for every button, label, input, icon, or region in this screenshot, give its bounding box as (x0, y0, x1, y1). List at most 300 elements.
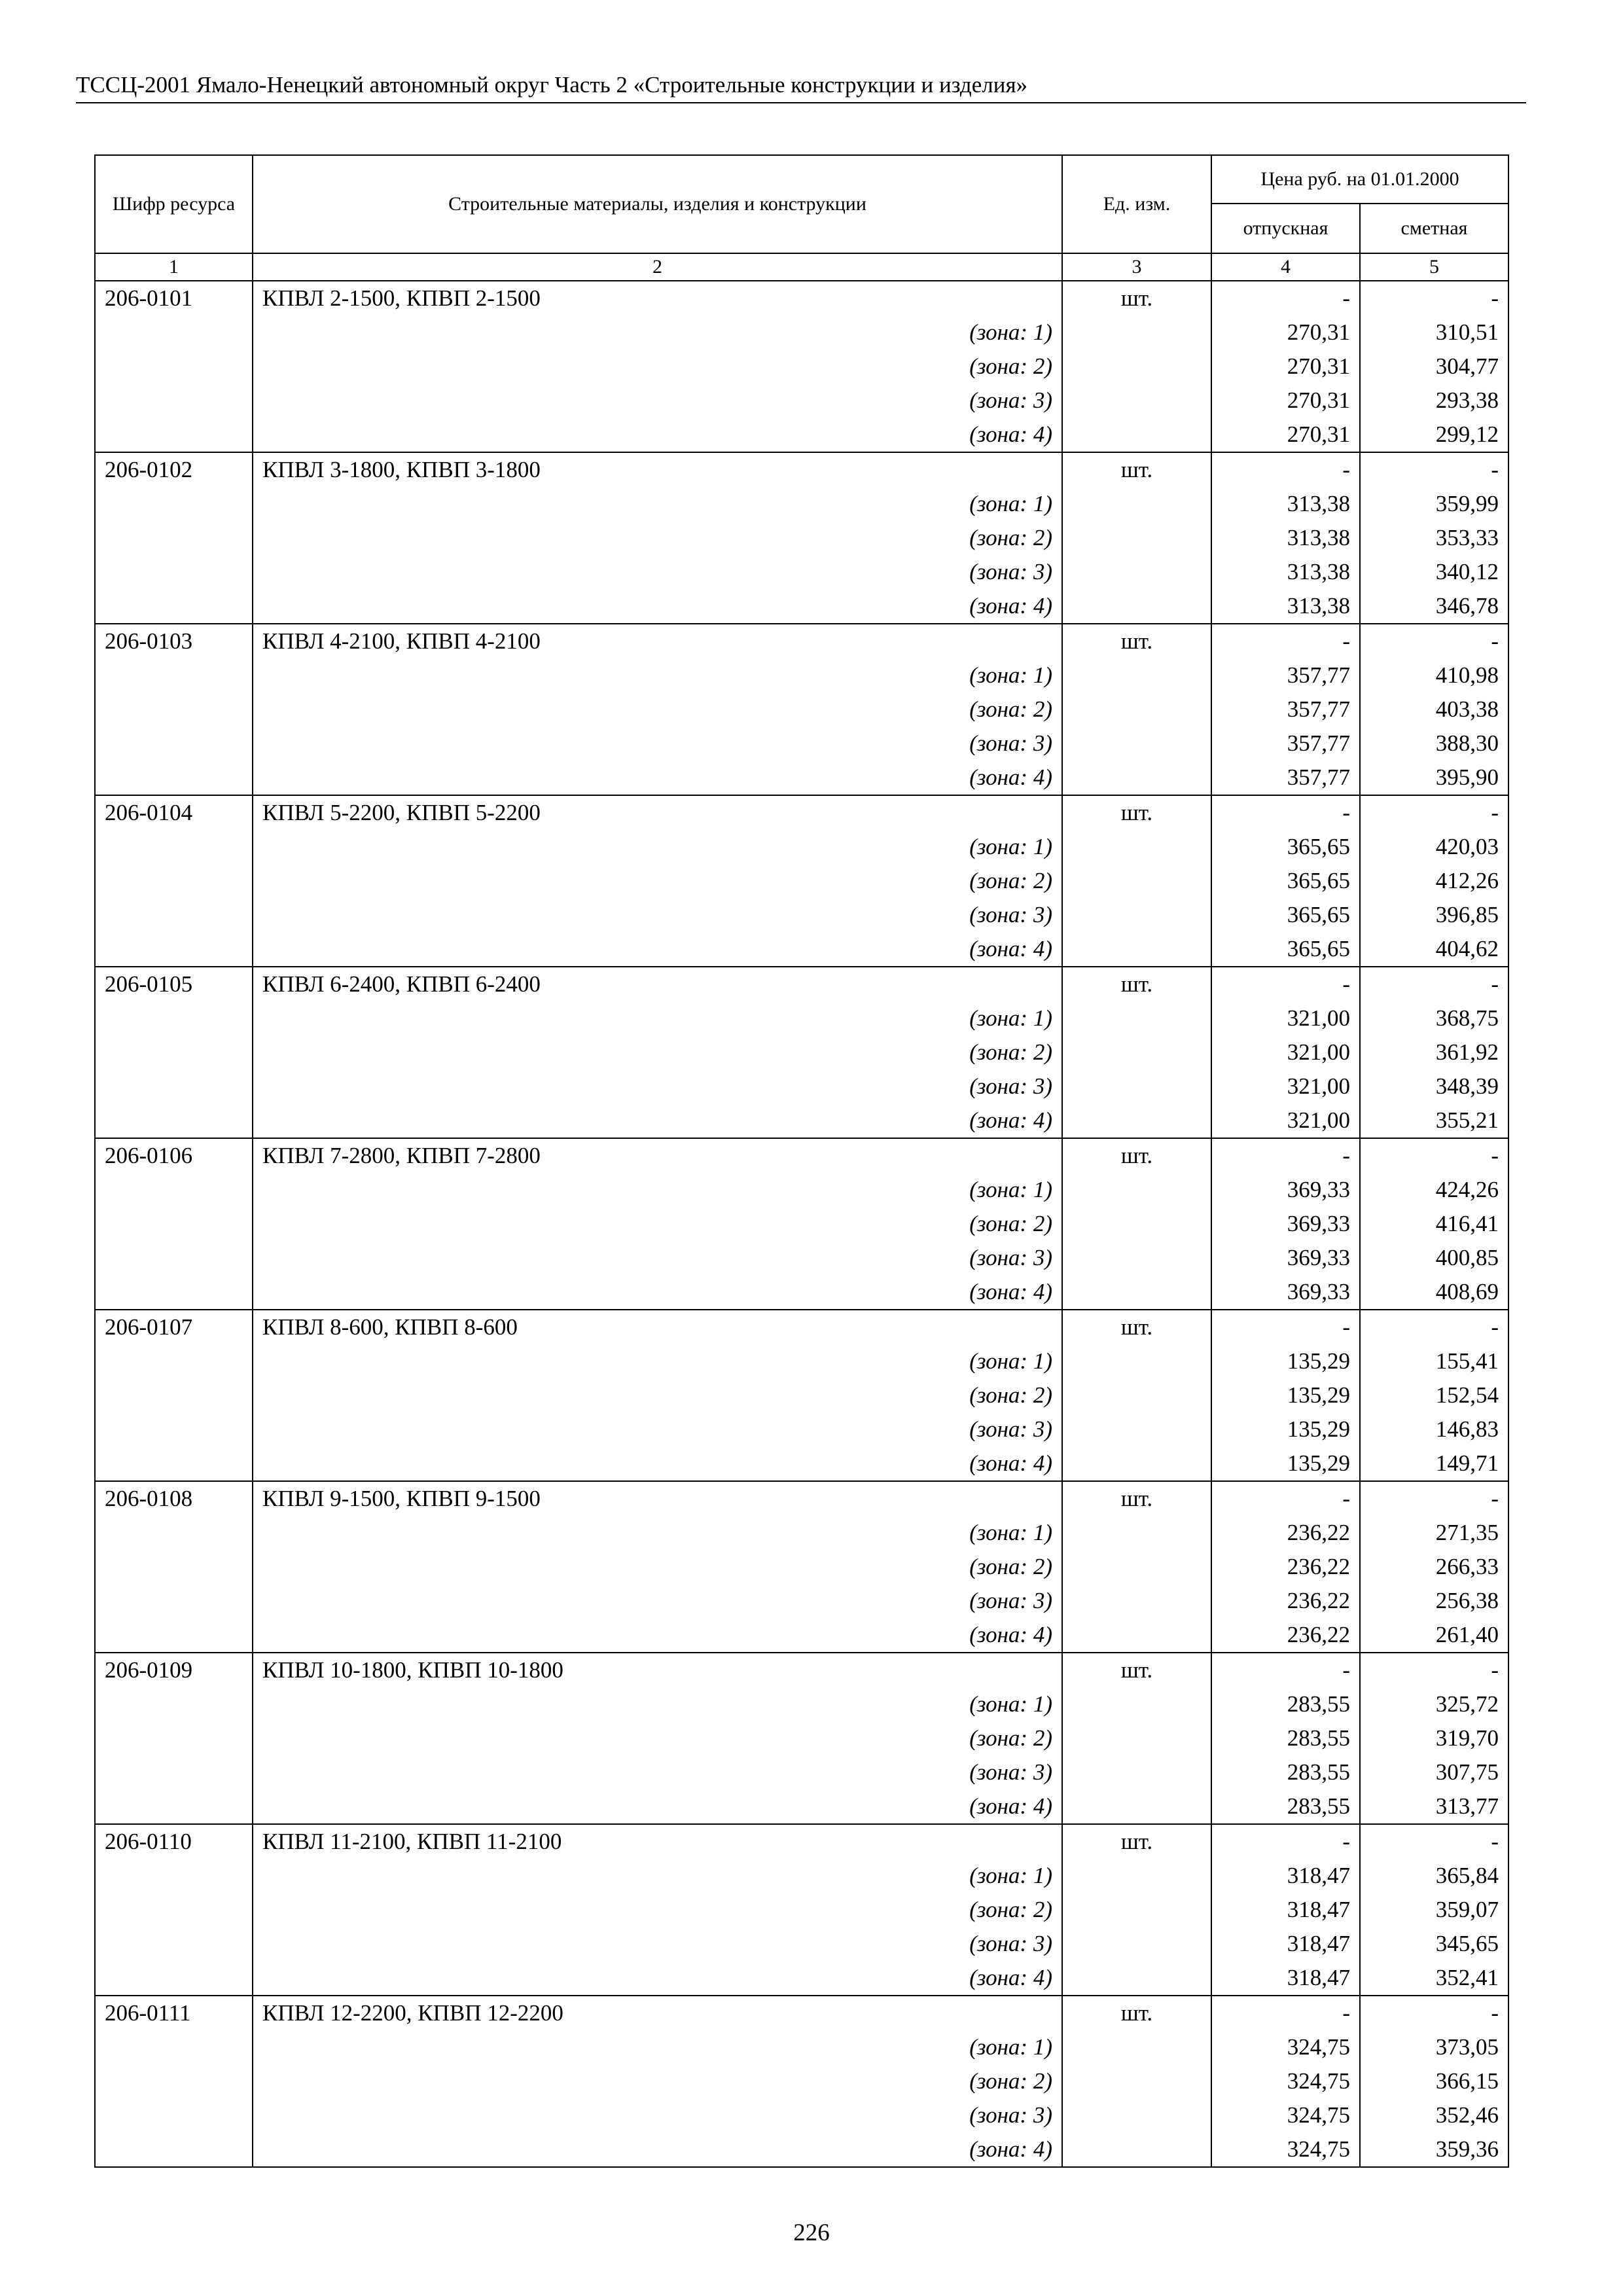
zone-release-price: 369,33 (1211, 1275, 1360, 1310)
zone-code-cell (95, 1961, 253, 1996)
zone-row (95, 1550, 1508, 1584)
resource-code: 206-0104 (95, 795, 253, 830)
zone-code-cell (95, 1275, 253, 1310)
zone-row (95, 1584, 1508, 1618)
zone-estimate-price: 352,46 (1360, 2098, 1508, 2132)
zone-release-price: 283,55 (1211, 1789, 1360, 1824)
column-header-unit: Ед. изм. (1062, 155, 1211, 253)
resource-code: 206-0110 (95, 1824, 253, 1859)
zone-code-cell (95, 830, 253, 864)
zone-estimate-price: 410,98 (1360, 658, 1508, 692)
estimate-price: - (1360, 1138, 1508, 1173)
zone-unit-cell (1062, 2098, 1211, 2132)
zone-release-price: 318,47 (1211, 1859, 1360, 1893)
resource-unit: шт. (1062, 281, 1211, 315)
zone-unit-cell (1062, 1721, 1211, 1755)
estimate-price: - (1360, 1310, 1508, 1344)
zone-release-price: 318,47 (1211, 1927, 1360, 1961)
estimate-price: - (1360, 967, 1508, 1001)
zone-release-price: 321,00 (1211, 1103, 1360, 1138)
resource-code: 206-0107 (95, 1310, 253, 1344)
zone-label: (зона: 1) (253, 1001, 1062, 1035)
zone-row (95, 2030, 1508, 2064)
resource-unit: шт. (1062, 1138, 1211, 1173)
zone-code-cell (95, 1789, 253, 1824)
zone-estimate-price: 152,54 (1360, 1378, 1508, 1412)
zone-label: (зона: 3) (253, 726, 1062, 761)
zone-code-cell (95, 2064, 253, 2098)
zone-row (95, 1687, 1508, 1721)
release-price: - (1211, 967, 1360, 1001)
zone-unit-cell (1062, 1927, 1211, 1961)
zone-label: (зона: 1) (253, 2030, 1062, 2064)
estimate-price: - (1360, 795, 1508, 830)
release-price: - (1211, 624, 1360, 658)
zone-estimate-price: 403,38 (1360, 692, 1508, 726)
zone-release-price: 321,00 (1211, 1035, 1360, 1069)
zone-label: (зона: 4) (253, 1789, 1062, 1824)
zone-label: (зона: 1) (253, 1687, 1062, 1721)
zone-label: (зона: 1) (253, 315, 1062, 350)
zone-label: (зона: 1) (253, 830, 1062, 864)
zone-release-price: 313,38 (1211, 521, 1360, 555)
zone-label: (зона: 2) (253, 2064, 1062, 2098)
zone-unit-cell (1062, 1516, 1211, 1550)
zone-estimate-price: 149,71 (1360, 1446, 1508, 1481)
zone-code-cell (95, 1687, 253, 1721)
zone-row (95, 2132, 1508, 2167)
zone-row (95, 1927, 1508, 1961)
zone-release-price: 270,31 (1211, 350, 1360, 384)
zone-release-price: 324,75 (1211, 2064, 1360, 2098)
zone-row (95, 1446, 1508, 1481)
zone-estimate-price: 416,41 (1360, 1207, 1508, 1241)
zone-label: (зона: 3) (253, 898, 1062, 932)
zone-estimate-price: 355,21 (1360, 1103, 1508, 1138)
zone-unit-cell (1062, 1241, 1211, 1275)
resource-code: 206-0108 (95, 1481, 253, 1516)
column-number: 3 (1062, 253, 1211, 281)
zone-unit-cell (1062, 589, 1211, 624)
zone-label: (зона: 2) (253, 521, 1062, 555)
zone-release-price: 318,47 (1211, 1893, 1360, 1927)
resource-row (95, 795, 1508, 830)
zone-unit-cell (1062, 1446, 1211, 1481)
zone-release-price: 365,65 (1211, 830, 1360, 864)
zone-release-price: 324,75 (1211, 2030, 1360, 2064)
zone-row (95, 692, 1508, 726)
zone-code-cell (95, 1173, 253, 1207)
zone-row (95, 1516, 1508, 1550)
zone-unit-cell (1062, 898, 1211, 932)
estimate-price: - (1360, 1824, 1508, 1859)
zone-label: (зона: 1) (253, 1516, 1062, 1550)
zone-estimate-price: 353,33 (1360, 521, 1508, 555)
zone-row (95, 761, 1508, 795)
release-price: - (1211, 1481, 1360, 1516)
zone-estimate-price: 319,70 (1360, 1721, 1508, 1755)
column-header-price: Цена руб. на 01.01.2000 (1211, 155, 1508, 204)
zone-unit-cell (1062, 658, 1211, 692)
zone-row (95, 1275, 1508, 1310)
zone-estimate-price: 304,77 (1360, 350, 1508, 384)
zone-unit-cell (1062, 1069, 1211, 1103)
resource-unit: шт. (1062, 452, 1211, 487)
zone-row (95, 830, 1508, 864)
zone-label: (зона: 3) (253, 555, 1062, 589)
zone-code-cell (95, 2132, 253, 2167)
zone-release-price: 365,65 (1211, 864, 1360, 898)
zone-unit-cell (1062, 1412, 1211, 1446)
zone-row (95, 1035, 1508, 1069)
zone-row (95, 1103, 1508, 1138)
zone-row (95, 1173, 1508, 1207)
zone-label: (зона: 2) (253, 1893, 1062, 1927)
column-header-estimate: сметная (1360, 204, 1508, 253)
resource-name: КПВЛ 4-2100, КПВП 4-2100 (253, 624, 1062, 658)
resource-row (95, 1653, 1508, 1687)
release-price: - (1211, 1653, 1360, 1687)
zone-label: (зона: 3) (253, 1069, 1062, 1103)
zone-code-cell (95, 1103, 253, 1138)
zone-row (95, 726, 1508, 761)
release-price: - (1211, 452, 1360, 487)
zone-code-cell (95, 1446, 253, 1481)
zone-row (95, 1378, 1508, 1412)
zone-label: (зона: 1) (253, 658, 1062, 692)
zone-unit-cell (1062, 418, 1211, 452)
zone-release-price: 236,22 (1211, 1618, 1360, 1653)
estimate-price: - (1360, 452, 1508, 487)
page-header: ТССЦ-2001 Ямало-Ненецкий автономный округ Часть 2 «Строительные конструкции и изделия» (76, 69, 1526, 103)
resource-code: 206-0103 (95, 624, 253, 658)
zone-code-cell (95, 384, 253, 418)
zone-row (95, 1789, 1508, 1824)
zone-row (95, 589, 1508, 624)
zone-code-cell (95, 1069, 253, 1103)
zone-release-price: 236,22 (1211, 1550, 1360, 1584)
zone-unit-cell (1062, 2132, 1211, 2167)
zone-unit-cell (1062, 1550, 1211, 1584)
zone-code-cell (95, 692, 253, 726)
zone-unit-cell (1062, 1001, 1211, 1035)
zone-row (95, 1859, 1508, 1893)
zone-unit-cell (1062, 521, 1211, 555)
zone-label: (зона: 1) (253, 1344, 1062, 1378)
column-header-name: Строительные материалы, изделия и конструкции (253, 155, 1062, 253)
release-price: - (1211, 795, 1360, 830)
zone-row (95, 898, 1508, 932)
zone-row (95, 864, 1508, 898)
zone-row (95, 1207, 1508, 1241)
zone-release-price: 236,22 (1211, 1516, 1360, 1550)
zone-label: (зона: 3) (253, 1755, 1062, 1789)
release-price: - (1211, 1138, 1360, 1173)
zone-code-cell (95, 1755, 253, 1789)
zone-code-cell (95, 658, 253, 692)
resource-unit: шт. (1062, 1310, 1211, 1344)
zone-estimate-price: 261,40 (1360, 1618, 1508, 1653)
resource-row (95, 1824, 1508, 1859)
zone-code-cell (95, 315, 253, 350)
zone-release-price: 283,55 (1211, 1721, 1360, 1755)
resource-code: 206-0111 (95, 1996, 253, 2030)
zone-unit-cell (1062, 1859, 1211, 1893)
zone-release-price: 270,31 (1211, 315, 1360, 350)
zone-row (95, 1001, 1508, 1035)
zone-unit-cell (1062, 864, 1211, 898)
zone-label: (зона: 2) (253, 1378, 1062, 1412)
zone-unit-cell (1062, 350, 1211, 384)
zone-code-cell (95, 1584, 253, 1618)
zone-label: (зона: 4) (253, 2132, 1062, 2167)
zone-code-cell (95, 1241, 253, 1275)
resource-code: 206-0102 (95, 452, 253, 487)
zone-release-price: 321,00 (1211, 1069, 1360, 1103)
zone-estimate-price: 404,62 (1360, 932, 1508, 967)
column-header-code: Шифр ресурса (95, 155, 253, 253)
zone-estimate-price: 400,85 (1360, 1241, 1508, 1275)
zone-estimate-price: 388,30 (1360, 726, 1508, 761)
zone-estimate-price: 412,26 (1360, 864, 1508, 898)
resource-unit: шт. (1062, 795, 1211, 830)
zone-estimate-price: 313,77 (1360, 1789, 1508, 1824)
zone-row (95, 1412, 1508, 1446)
resource-unit: шт. (1062, 1824, 1211, 1859)
resource-code: 206-0101 (95, 281, 253, 315)
zone-code-cell (95, 1893, 253, 1927)
zone-unit-cell (1062, 692, 1211, 726)
zone-code-cell (95, 1035, 253, 1069)
zone-unit-cell (1062, 726, 1211, 761)
zone-unit-cell (1062, 1173, 1211, 1207)
zone-estimate-price: 155,41 (1360, 1344, 1508, 1378)
zone-code-cell (95, 1412, 253, 1446)
zone-estimate-price: 266,33 (1360, 1550, 1508, 1584)
zone-unit-cell (1062, 315, 1211, 350)
zone-code-cell (95, 589, 253, 624)
resource-name: КПВЛ 3-1800, КПВП 3-1800 (253, 452, 1062, 487)
zone-code-cell (95, 1378, 253, 1412)
zone-estimate-price: 348,39 (1360, 1069, 1508, 1103)
zone-label: (зона: 4) (253, 1275, 1062, 1310)
zone-code-cell (95, 932, 253, 967)
zone-unit-cell (1062, 1687, 1211, 1721)
zone-label: (зона: 1) (253, 1173, 1062, 1207)
zone-estimate-price: 299,12 (1360, 418, 1508, 452)
resource-code: 206-0105 (95, 967, 253, 1001)
resource-name: КПВЛ 12-2200, КПВП 12-2200 (253, 1996, 1062, 2030)
resource-row (95, 452, 1508, 487)
zone-estimate-price: 368,75 (1360, 1001, 1508, 1035)
zone-row (95, 1721, 1508, 1755)
zone-unit-cell (1062, 1035, 1211, 1069)
estimate-price: - (1360, 1653, 1508, 1687)
zone-unit-cell (1062, 2030, 1211, 2064)
zone-estimate-price: 420,03 (1360, 830, 1508, 864)
release-price: - (1211, 1996, 1360, 2030)
zone-unit-cell (1062, 1207, 1211, 1241)
resource-name: КПВЛ 2-1500, КПВП 2-1500 (253, 281, 1062, 315)
zone-estimate-price: 361,92 (1360, 1035, 1508, 1069)
zone-code-cell (95, 726, 253, 761)
zone-estimate-price: 310,51 (1360, 315, 1508, 350)
zone-label: (зона: 1) (253, 487, 1062, 521)
resource-row (95, 1481, 1508, 1516)
resource-unit: шт. (1062, 967, 1211, 1001)
zone-release-price: 369,33 (1211, 1207, 1360, 1241)
resource-unit: шт. (1062, 1996, 1211, 2030)
resource-name: КПВЛ 5-2200, КПВП 5-2200 (253, 795, 1062, 830)
zone-release-price: 313,38 (1211, 589, 1360, 624)
zone-row (95, 1961, 1508, 1996)
zone-row (95, 418, 1508, 452)
zone-code-cell (95, 1721, 253, 1755)
zone-unit-cell (1062, 1789, 1211, 1824)
column-number: 5 (1360, 253, 1508, 281)
estimate-price: - (1360, 624, 1508, 658)
zone-code-cell (95, 1859, 253, 1893)
resource-name: КПВЛ 8-600, КПВП 8-600 (253, 1310, 1062, 1344)
zone-estimate-price: 325,72 (1360, 1687, 1508, 1721)
zone-row (95, 1344, 1508, 1378)
zone-release-price: 369,33 (1211, 1241, 1360, 1275)
zone-estimate-price: 359,99 (1360, 487, 1508, 521)
zone-label: (зона: 3) (253, 1412, 1062, 1446)
zone-unit-cell (1062, 1378, 1211, 1412)
release-price: - (1211, 1824, 1360, 1859)
zone-code-cell (95, 1516, 253, 1550)
zone-row (95, 1893, 1508, 1927)
zone-estimate-price: 408,69 (1360, 1275, 1508, 1310)
column-number-row (95, 253, 1508, 281)
zone-code-cell (95, 1001, 253, 1035)
zone-code-cell (95, 487, 253, 521)
zone-label: (зона: 3) (253, 1584, 1062, 1618)
zone-release-price: 135,29 (1211, 1344, 1360, 1378)
resource-name: КПВЛ 6-2400, КПВП 6-2400 (253, 967, 1062, 1001)
zone-estimate-price: 366,15 (1360, 2064, 1508, 2098)
zone-release-price: 321,00 (1211, 1001, 1360, 1035)
zone-unit-cell (1062, 555, 1211, 589)
zone-release-price: 135,29 (1211, 1412, 1360, 1446)
column-header-release: отпускная (1211, 204, 1360, 253)
zone-release-price: 318,47 (1211, 1961, 1360, 1996)
zone-label: (зона: 4) (253, 761, 1062, 795)
zone-estimate-price: 256,38 (1360, 1584, 1508, 1618)
resource-row (95, 281, 1508, 315)
zone-row (95, 1241, 1508, 1275)
zone-row (95, 487, 1508, 521)
resource-table (94, 154, 1509, 2168)
zone-code-cell (95, 350, 253, 384)
zone-release-price: 313,38 (1211, 555, 1360, 589)
release-price: - (1211, 1310, 1360, 1344)
zone-estimate-price: 424,26 (1360, 1173, 1508, 1207)
zone-row (95, 1618, 1508, 1653)
zone-release-price: 357,77 (1211, 692, 1360, 726)
zone-estimate-price: 359,36 (1360, 2132, 1508, 2167)
zone-label: (зона: 2) (253, 1035, 1062, 1069)
zone-release-price: 135,29 (1211, 1446, 1360, 1481)
zone-unit-cell (1062, 1893, 1211, 1927)
zone-release-price: 369,33 (1211, 1173, 1360, 1207)
resource-code: 206-0106 (95, 1138, 253, 1173)
zone-estimate-price: 373,05 (1360, 2030, 1508, 2064)
zone-unit-cell (1062, 1618, 1211, 1653)
zone-estimate-price: 396,85 (1360, 898, 1508, 932)
zone-row (95, 1755, 1508, 1789)
zone-estimate-price: 359,07 (1360, 1893, 1508, 1927)
zone-code-cell (95, 1927, 253, 1961)
zone-label: (зона: 4) (253, 1103, 1062, 1138)
zone-label: (зона: 2) (253, 1721, 1062, 1755)
zone-unit-cell (1062, 932, 1211, 967)
resource-name: КПВЛ 7-2800, КПВП 7-2800 (253, 1138, 1062, 1173)
estimate-price: - (1360, 1996, 1508, 2030)
zone-label: (зона: 3) (253, 1927, 1062, 1961)
zone-row (95, 658, 1508, 692)
zone-label: (зона: 4) (253, 1961, 1062, 1996)
zone-estimate-price: 365,84 (1360, 1859, 1508, 1893)
zone-label: (зона: 3) (253, 2098, 1062, 2132)
resource-name: КПВЛ 11-2100, КПВП 11-2100 (253, 1824, 1062, 1859)
zone-unit-cell (1062, 830, 1211, 864)
zone-row (95, 932, 1508, 967)
zone-release-price: 365,65 (1211, 932, 1360, 967)
resource-row (95, 1310, 1508, 1344)
zone-release-price: 365,65 (1211, 898, 1360, 932)
zone-code-cell (95, 1207, 253, 1241)
zone-code-cell (95, 1618, 253, 1653)
zone-code-cell (95, 418, 253, 452)
zone-estimate-price: 307,75 (1360, 1755, 1508, 1789)
zone-label: (зона: 2) (253, 350, 1062, 384)
zone-row (95, 2064, 1508, 2098)
zone-release-price: 357,77 (1211, 726, 1360, 761)
zone-estimate-price: 146,83 (1360, 1412, 1508, 1446)
zone-label: (зона: 4) (253, 1618, 1062, 1653)
zone-unit-cell (1062, 1344, 1211, 1378)
zone-code-cell (95, 898, 253, 932)
zone-estimate-price: 293,38 (1360, 384, 1508, 418)
zone-unit-cell (1062, 487, 1211, 521)
resource-rows (95, 281, 1508, 2167)
zone-label: (зона: 2) (253, 692, 1062, 726)
zone-unit-cell (1062, 1584, 1211, 1618)
zone-unit-cell (1062, 384, 1211, 418)
zone-code-cell (95, 555, 253, 589)
column-number: 4 (1211, 253, 1360, 281)
zone-label: (зона: 2) (253, 1207, 1062, 1241)
zone-label: (зона: 3) (253, 384, 1062, 418)
estimate-price: - (1360, 1481, 1508, 1516)
zone-release-price: 357,77 (1211, 761, 1360, 795)
column-number: 1 (95, 253, 253, 281)
zone-code-cell (95, 1550, 253, 1584)
zone-estimate-price: 395,90 (1360, 761, 1508, 795)
zone-estimate-price: 340,12 (1360, 555, 1508, 589)
zone-label: (зона: 3) (253, 1241, 1062, 1275)
zone-release-price: 324,75 (1211, 2098, 1360, 2132)
zone-label: (зона: 4) (253, 1446, 1062, 1481)
zone-label: (зона: 1) (253, 1859, 1062, 1893)
zone-code-cell (95, 1344, 253, 1378)
resource-row (95, 967, 1508, 1001)
zone-release-price: 236,22 (1211, 1584, 1360, 1618)
zone-unit-cell (1062, 1755, 1211, 1789)
zone-code-cell (95, 761, 253, 795)
